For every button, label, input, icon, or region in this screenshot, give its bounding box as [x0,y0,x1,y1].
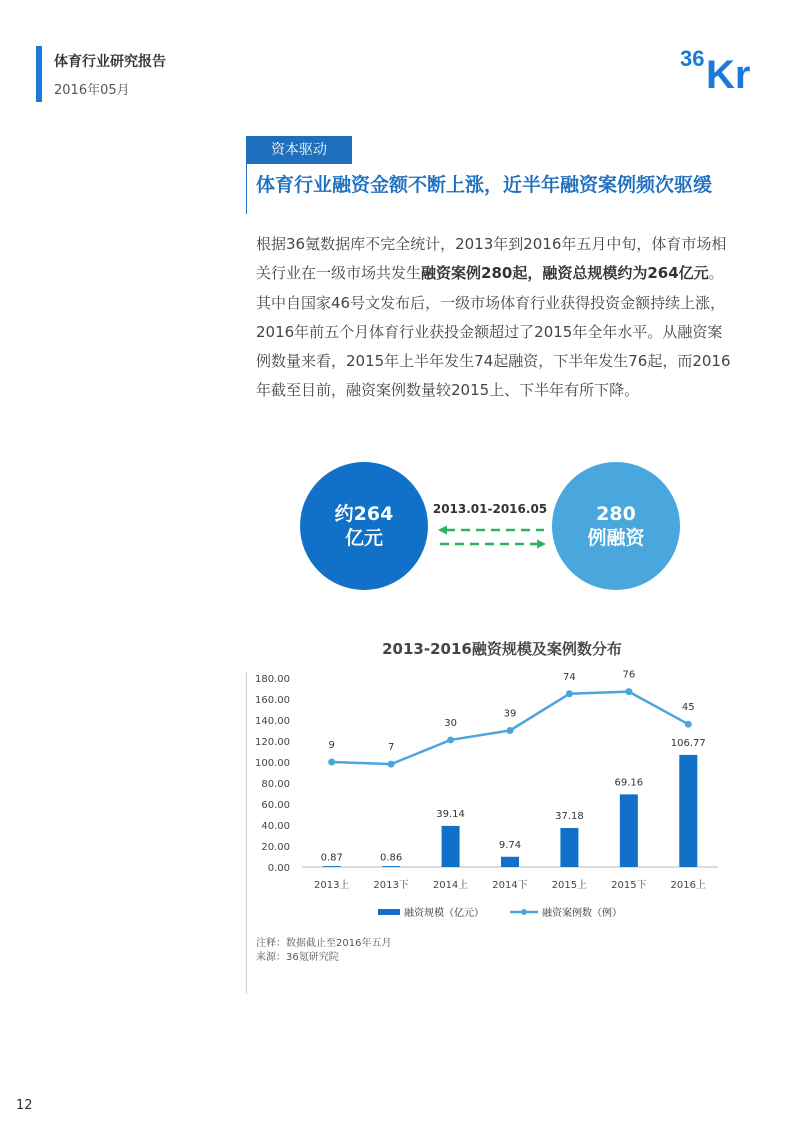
x-tick-label: 2013上 [313,880,350,891]
line-point [566,690,573,697]
y-tick-label: 180.00 [255,674,290,685]
y-tick-label: 120.00 [255,737,290,748]
line-point [447,736,454,743]
bar-funding-amount [382,866,400,867]
chart-left-border [246,672,247,994]
bar-funding-amount [442,826,460,867]
x-tick-label: 2014下 [492,880,528,891]
y-tick-label: 140.00 [255,716,290,727]
legend-line-label: 融资案例数（例） [542,908,622,919]
paragraph-text-1: 根据36氪数据库不完全统计，2013年到2016年五月中旬，体育市场相关行业在一级市场共发生 [256,235,727,283]
date-range: 2013.01-2016.05 [432,502,548,516]
y-tick-label: 160.00 [255,695,290,706]
bar-data-label: 69.16 [614,777,644,789]
bar-funding-amount [620,794,638,867]
bar-data-label: 0.87 [320,852,343,864]
chart-notes [256,937,391,965]
line-data-label: 30 [444,717,457,729]
bar-funding-amount [679,755,697,867]
section-tag: 资本驱动 [246,136,352,164]
bar-data-label: 39.14 [436,808,465,820]
bar-funding-amount [560,828,578,867]
x-tick-label: 2015下 [611,880,647,891]
y-tick-label: 60.00 [261,800,290,811]
section-title: 体育行业融资金额不断上涨，近半年融资案例频次驱缓 [256,174,713,196]
legend-bar-label: 融资规模（亿元） [404,908,484,919]
header-accent-bar [36,46,42,102]
chart-title: 2013-2016融资规模及案例数分布 [382,640,622,658]
line-point [328,759,335,766]
total-amount-value: 约264 [334,503,394,525]
y-tick-label: 20.00 [261,842,290,853]
y-tick-label: 40.00 [261,821,290,832]
line-data-label: 45 [681,702,695,714]
bar-data-label: 0.86 [380,852,403,864]
line-data-label: 9 [328,740,335,751]
paragraph-text-2: 。其中自国家46号文发布后，一级市场体育行业获得投资金额持续上涨，2016年前五个月体育行业获投金额超过了2015年全年水平。从融资案例数量来看，2015年上半年发生74起融资，下半年发生76起，而2016年截至目前，融资案例数量较2015上、下半年有所下降。 [256,264,731,400]
legend-bar-swatch [378,909,400,915]
bar-funding-amount [323,866,341,867]
arrow-head-right [537,540,546,549]
financing-chart [248,632,738,932]
bar-funding-amount [501,857,519,867]
bar-data-label: 37.18 [555,810,584,822]
line-data-label: 76 [622,669,636,681]
total-amount-unit: 亿元 [344,527,383,549]
line-point [625,688,632,695]
report-date: 2016年05月 [54,83,130,98]
line-data-label: 39 [503,708,517,720]
total-cases-value: 280 [596,503,636,525]
x-tick-label: 2016上 [670,880,707,891]
bar-data-label: 106.77 [670,737,706,749]
y-tick-label: 100.00 [255,758,290,769]
total-amount-circle [300,462,428,590]
line-point [685,721,692,728]
total-cases-unit: 例融资 [587,527,645,549]
logo-text-kr: Kr [706,53,751,94]
line-point [388,761,395,768]
line-point [507,727,514,734]
legend-line-marker [521,909,527,915]
bar-data-label: 9.74 [498,839,522,851]
paragraph-bold: 融资案例280起，融资总规模约为264亿元 [421,264,709,283]
section-divider [246,162,247,214]
double-arrow-icon [438,525,546,549]
y-tick-label: 0.00 [267,863,290,874]
chart-source: 来源：36氪研究院 [256,952,339,963]
body-paragraph [256,230,732,406]
page-number: 12 [16,1098,33,1113]
line-data-label: 74 [563,671,576,683]
x-tick-label: 2014上 [432,880,469,891]
line-data-label: 7 [387,742,395,754]
arrow-head-left [438,526,447,535]
total-cases-circle [552,462,680,590]
x-tick-label: 2015上 [551,880,588,891]
logo-text-36: 36 [680,46,705,71]
y-tick-label: 80.00 [261,779,290,790]
36kr-logo [680,42,770,94]
chart-note: 注释：数据截止至2016年五月 [256,938,392,949]
report-title: 体育行业研究报告 [54,54,166,70]
x-tick-label: 2013下 [373,880,409,891]
